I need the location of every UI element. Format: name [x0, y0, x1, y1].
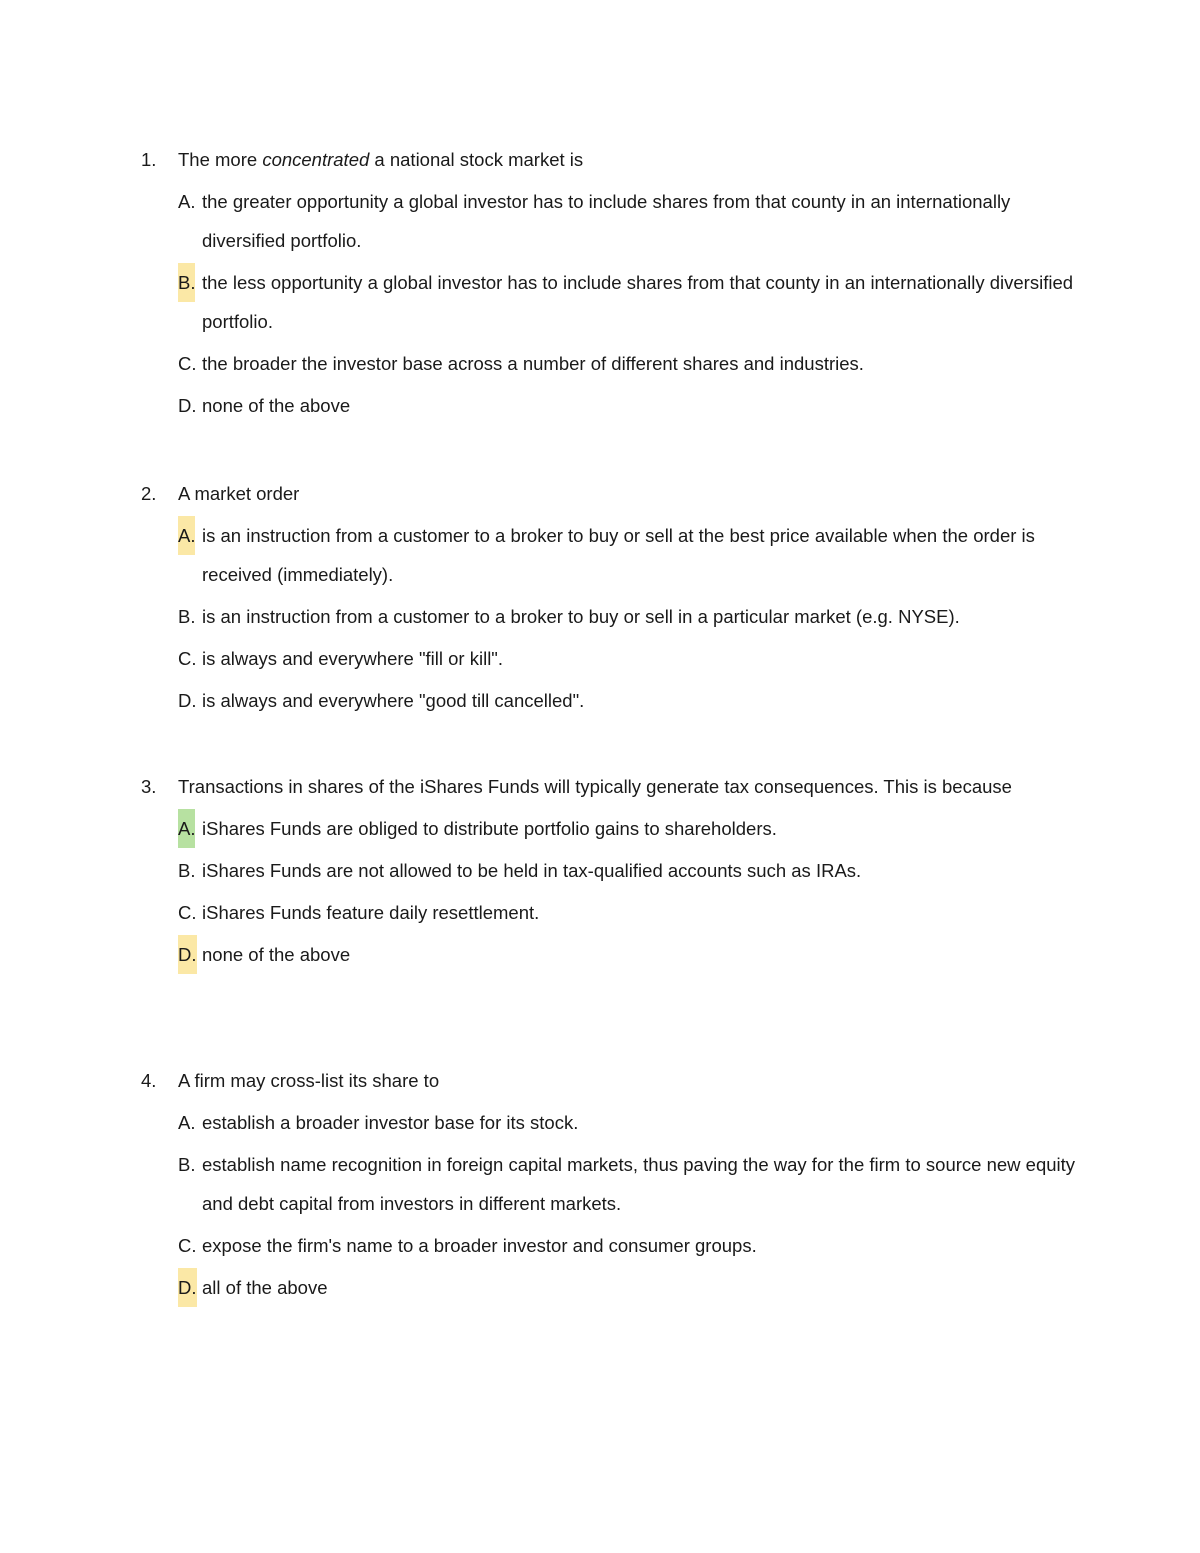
option-text: none of the above	[202, 944, 351, 965]
question-number: 3.	[141, 776, 157, 797]
option-letter: B.	[178, 860, 196, 881]
question-stem	[141, 767, 1081, 806]
option-d	[178, 386, 1081, 425]
question-1	[141, 140, 1081, 425]
option-letter: A.	[178, 1112, 196, 1133]
question-stem	[141, 1061, 1081, 1100]
option-text: the less opportunity a global investor has to include shares from that county in an internationally diversified portfolio.	[202, 272, 1074, 332]
option-a	[178, 1103, 1081, 1142]
option-text: iShares Funds are not allowed to be held in tax-qualified accounts such as IRAs.	[202, 860, 862, 881]
option-c	[178, 1226, 1081, 1265]
option-text: iShares Funds feature daily resettlement.	[202, 902, 540, 923]
option-b	[178, 1145, 1081, 1223]
option-b	[178, 851, 1081, 890]
option-text: establish a broader investor base for its stock.	[202, 1112, 579, 1133]
question-3	[141, 767, 1081, 974]
option-text: the greater opportunity a global investor has to include shares from that county in an internationally diversified portfolio.	[202, 191, 1011, 251]
stem-text-italic: concentrated	[262, 149, 370, 170]
option-d	[178, 1268, 1081, 1307]
question-2	[141, 474, 1081, 720]
question-stem	[141, 140, 1081, 179]
option-letter-highlighted: B.	[178, 263, 195, 302]
question-number: 2.	[141, 483, 157, 504]
question-number: 4.	[141, 1070, 157, 1091]
question-4	[141, 1061, 1081, 1307]
option-d	[178, 681, 1081, 720]
option-text: is always and everywhere "fill or kill".	[202, 648, 504, 669]
option-letter: B.	[178, 1154, 196, 1175]
option-letter: D.	[178, 395, 197, 416]
option-a	[178, 516, 1081, 594]
option-c	[178, 344, 1081, 383]
stem-text: A market order	[178, 483, 300, 504]
option-text: all of the above	[202, 1277, 328, 1298]
option-text: is always and everywhere "good till cancelled".	[202, 690, 585, 711]
option-letter-highlighted: D.	[178, 1268, 197, 1307]
option-text: iShares Funds are obliged to distribute portfolio gains to shareholders.	[202, 818, 777, 839]
option-text: expose the firm's name to a broader investor and consumer groups.	[202, 1235, 757, 1256]
option-text: the broader the investor base across a number of different shares and industries.	[202, 353, 864, 374]
option-text: is an instruction from a customer to a broker to buy or sell at the best price available when the order is received (immediately).	[202, 525, 1035, 585]
option-text: is an instruction from a customer to a broker to buy or sell in a particular market (e.g. NYSE).	[202, 606, 960, 627]
option-d	[178, 935, 1081, 974]
option-letter: C.	[178, 902, 197, 923]
stem-text-before: The more	[178, 149, 263, 170]
stem-text: A firm may cross-list its share to	[178, 1070, 440, 1091]
question-stem	[141, 474, 1081, 513]
stem-text: Transactions in shares of the iShares Funds will typically generate tax consequences. This is because	[178, 776, 1012, 797]
option-c	[178, 893, 1081, 932]
option-b	[178, 263, 1081, 341]
option-text: none of the above	[202, 395, 351, 416]
option-a	[178, 809, 1081, 848]
option-letter: A.	[178, 191, 196, 212]
option-letter-highlighted: D.	[178, 935, 197, 974]
option-a	[178, 182, 1081, 260]
option-letter: C.	[178, 648, 197, 669]
stem-text-after: a national stock market is	[369, 149, 584, 170]
option-letter: B.	[178, 606, 196, 627]
option-letter-highlighted: A.	[178, 516, 195, 555]
option-letter-highlighted: A.	[178, 809, 195, 848]
question-number: 1.	[141, 149, 157, 170]
option-b	[178, 597, 1081, 636]
option-letter: C.	[178, 1235, 197, 1256]
option-letter: D.	[178, 690, 197, 711]
option-text: establish name recognition in foreign capital markets, thus paving the way for the firm to source new equity and debt capital from investors in different markets.	[202, 1154, 1076, 1214]
option-c	[178, 639, 1081, 678]
option-letter: C.	[178, 353, 197, 374]
